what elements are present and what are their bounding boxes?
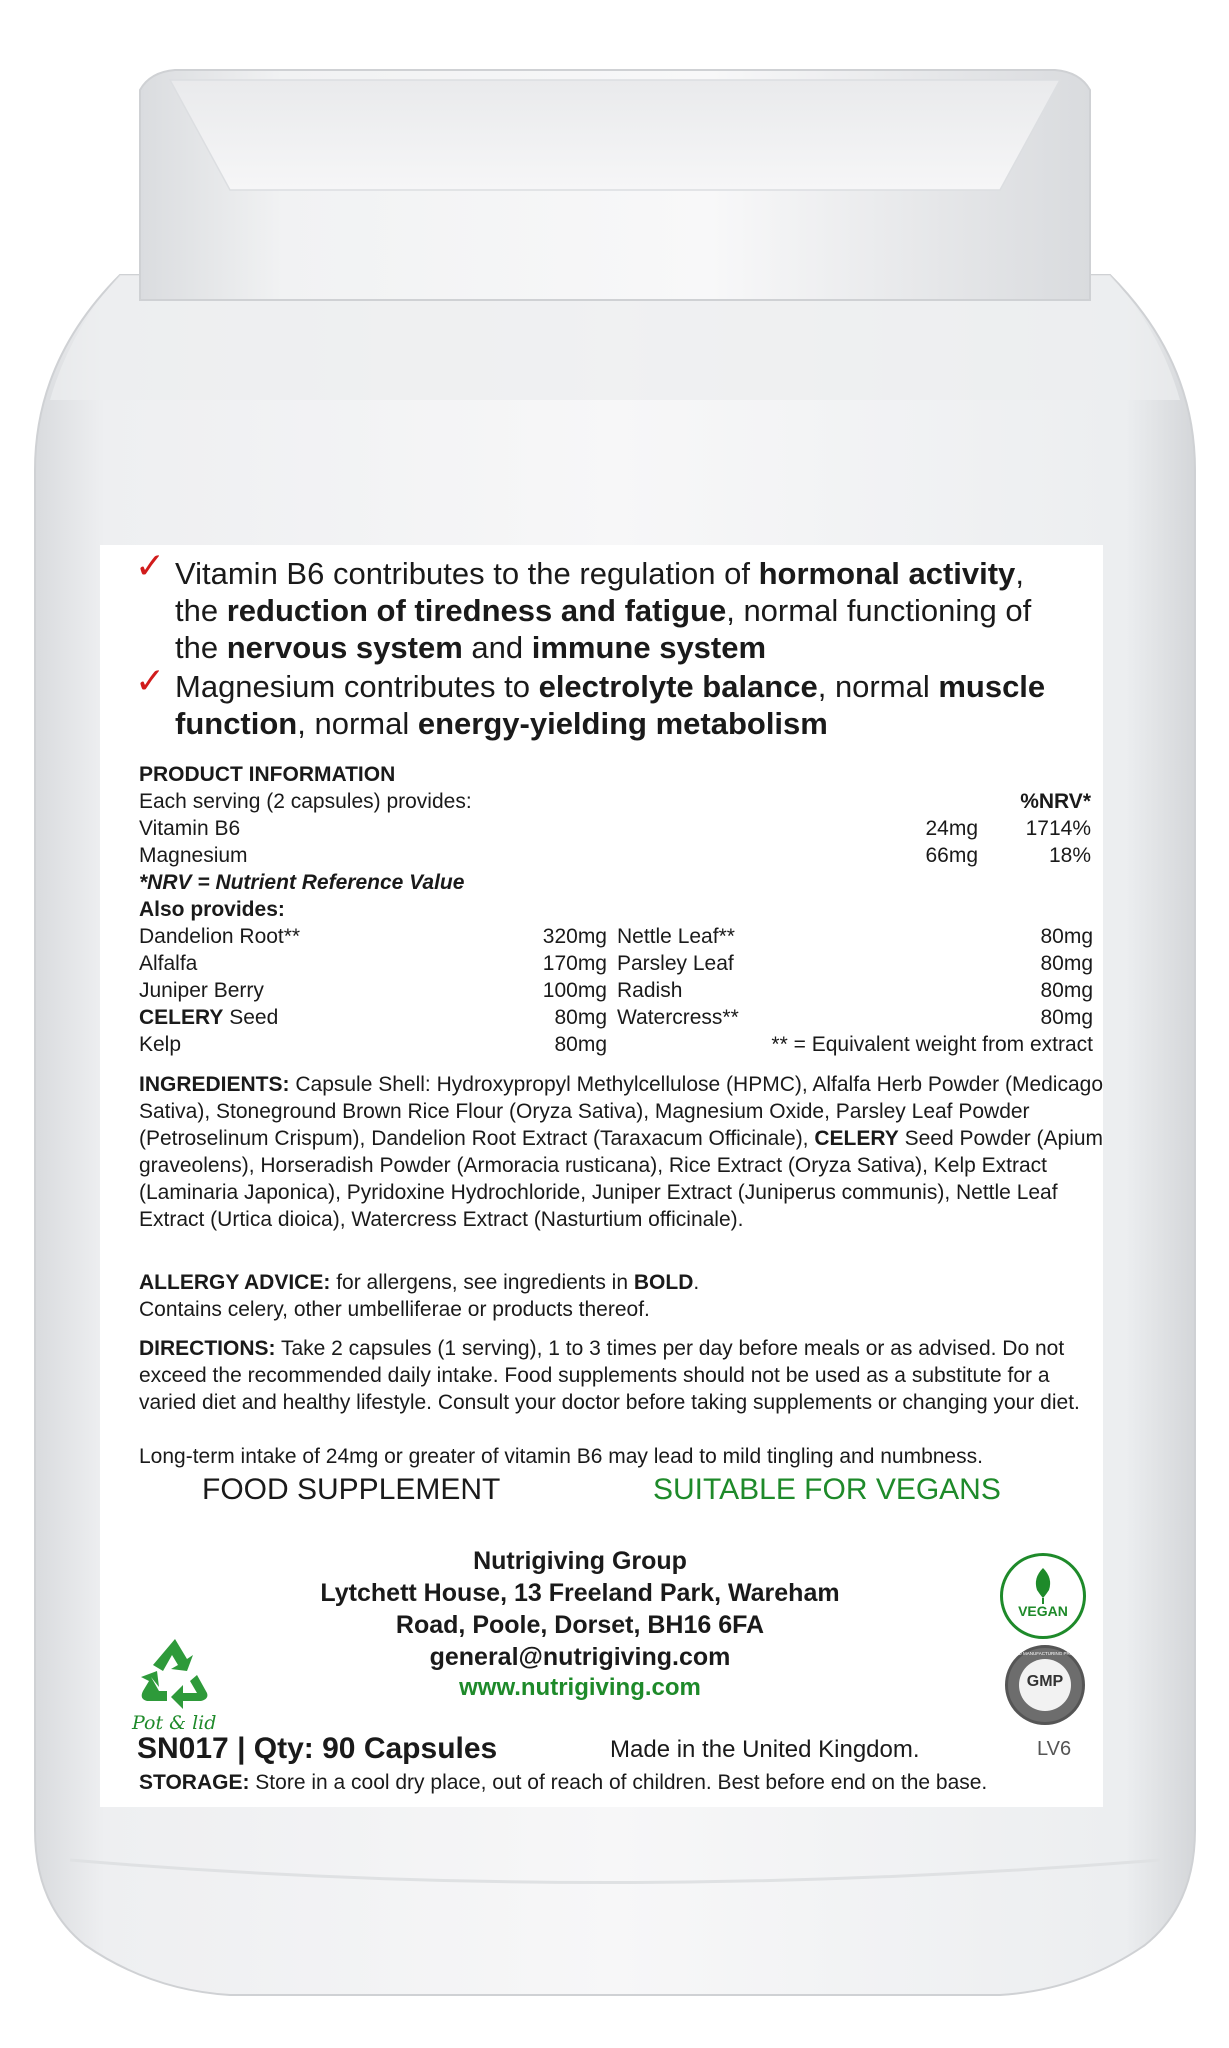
ingredients-text: Seed Powder (Apium graveolens), Horseradish Powder (Armoracia rusticana), Rice Extract (Oryza Sativa), Kelp Extract (Laminaria Japonica), Pyridoxine Hydrochloride, Juniper Extract (Juniperus communis), Nettle Leaf Extract (Urtica dioica), Watercress Extract (Nasturtium officinale). xyxy=(139,1127,1104,1231)
claim-bold-text: electrolyte balance xyxy=(538,669,818,704)
directions xyxy=(139,1335,1099,1416)
claim-1-line-1 xyxy=(175,555,1024,592)
also-item-name: Nettle Leaf** xyxy=(617,925,735,948)
also-item-name: Juniper Berry xyxy=(139,979,264,1002)
claim-bold-text: reduction of tiredness and fatigue xyxy=(226,593,727,628)
product-label xyxy=(100,545,1103,1807)
nrv-note: *NRV = Nutrient Reference Value xyxy=(139,871,465,894)
storage-label: STORAGE: xyxy=(139,1771,250,1794)
allergen-bold: CELERY xyxy=(814,1127,899,1150)
claim-bold-text: hormonal activity xyxy=(758,556,1016,591)
directions-label: DIRECTIONS: xyxy=(139,1337,276,1360)
storage xyxy=(139,1769,987,1796)
also-item-name-rest: Seed xyxy=(223,1006,279,1029)
also-item-amount: 80mg xyxy=(1040,925,1093,948)
made-in: Made in the United Kingdom. xyxy=(610,1736,920,1763)
claim-bold-text: function xyxy=(175,706,298,741)
nutrient-name: Magnesium xyxy=(139,844,248,867)
claim-text: the xyxy=(175,630,227,665)
company-website[interactable]: www.nutrigiving.com xyxy=(459,1674,701,1701)
nutrient-amount: 66mg xyxy=(925,844,978,867)
claim-text: Vitamin B6 contributes to the regulation of xyxy=(175,556,759,591)
nutrient-nrv: 18% xyxy=(1048,844,1091,867)
also-item-amount: 80mg xyxy=(554,1006,607,1029)
claim-1-line-3 xyxy=(175,629,766,666)
sku-qty: SN017 | Qty: 90 Capsules xyxy=(137,1732,498,1765)
company-name: Nutrigiving Group xyxy=(473,1547,687,1575)
also-item-name xyxy=(139,1004,278,1031)
claim-bold-text: energy-yielding metabolism xyxy=(417,706,828,741)
claim-2-line-1 xyxy=(175,668,1045,705)
version: LV6 xyxy=(1037,1738,1072,1760)
gmp-badge-text: GMP xyxy=(1026,1673,1064,1690)
also-item-name: Parsley Leaf xyxy=(617,952,734,975)
also-provides-heading: Also provides: xyxy=(139,898,285,921)
directions-text: Take 2 capsules (1 serving), 1 to 3 times per day before meals or as advised. Do not exceed the recommended daily intake. Food supplements should not be used as a substitute for a varied diet and healthy lifestyle. Consult your doctor before taking supplements or changing your diet. xyxy=(139,1337,1080,1414)
claim-text: , normal xyxy=(297,706,418,741)
nutrient-name: Vitamin B6 xyxy=(139,817,241,840)
claim-bold-text: muscle xyxy=(938,669,1046,704)
also-item-amount: 80mg xyxy=(1040,1006,1093,1029)
allergen-bold: CELERY xyxy=(139,1006,224,1029)
also-item-amount: 320mg xyxy=(542,925,607,948)
allergy-advice xyxy=(139,1269,1109,1296)
company-address-2: Road, Poole, Dorset, BH16 6FA xyxy=(395,1611,765,1639)
vegan-badge-text: VEGAN xyxy=(1018,1603,1068,1619)
recycle-icon xyxy=(135,1635,215,1710)
recycle-caption: Pot & lid xyxy=(132,1712,217,1734)
serving-text: Each serving (2 capsules) provides: xyxy=(139,790,472,813)
ingredients xyxy=(139,1071,1109,1233)
check-icon: ✓ xyxy=(135,660,166,701)
product-info-heading: PRODUCT INFORMATION xyxy=(139,763,396,786)
claim-text: Magnesium contributes to xyxy=(175,669,539,704)
claim-2-line-2 xyxy=(175,705,828,742)
claim-text: , normal functioning of xyxy=(726,593,1032,628)
also-item-amount: 80mg xyxy=(1040,979,1093,1002)
nutrient-nrv: 1714% xyxy=(1025,817,1091,840)
claim-bold-text: nervous system xyxy=(226,630,463,665)
suitable-for-vegans: SUITABLE FOR VEGANS xyxy=(653,1473,1001,1506)
check-icon: ✓ xyxy=(135,545,166,586)
allergy-line-2: Contains celery, other umbelliferae or products thereof. xyxy=(139,1298,650,1321)
also-item-name: Watercress** xyxy=(617,1006,739,1029)
claim-text: and xyxy=(462,630,532,665)
company-email[interactable]: general@nutrigiving.com xyxy=(429,1643,731,1671)
vegan-badge xyxy=(1000,1553,1086,1639)
allergy-bold: BOLD xyxy=(633,1271,694,1294)
b6-warning: Long-term intake of 24mg or greater of vitamin B6 may lead to mild tingling and numbness. xyxy=(139,1445,983,1468)
extract-note: ** = Equivalent weight from extract xyxy=(771,1033,1093,1056)
nrv-header: %NRV* xyxy=(1020,790,1091,813)
gmp-ring-text: GOOD MANUFACTURING PRACTICE xyxy=(1008,1651,1087,1656)
allergy-label: ALLERGY ADVICE: xyxy=(139,1271,331,1294)
gmp-badge xyxy=(1005,1645,1085,1725)
also-item-name: Dandelion Root** xyxy=(139,925,301,948)
claim-text: , normal xyxy=(817,669,939,704)
food-supplement: FOOD SUPPLEMENT xyxy=(202,1473,501,1506)
also-item-name: Radish xyxy=(617,979,683,1002)
also-item-amount: 80mg xyxy=(554,1033,607,1056)
also-item-name: Alfalfa xyxy=(139,952,198,975)
also-item-name: Kelp xyxy=(139,1033,182,1056)
nutrient-amount: 24mg xyxy=(925,817,978,840)
claim-1-line-2 xyxy=(175,592,1031,629)
storage-text: Store in a cool dry place, out of reach of children. Best before end on the base. xyxy=(249,1771,988,1794)
company-address-1: Lytchett House, 13 Freeland Park, Wareham xyxy=(320,1579,840,1607)
allergy-end: . xyxy=(693,1271,700,1294)
also-item-amount: 100mg xyxy=(542,979,607,1002)
claim-bold-text: immune system xyxy=(531,630,767,665)
also-item-amount: 80mg xyxy=(1040,952,1093,975)
ingredients-text: Capsule Shell: Hydroxypropyl Methylcellulose (HPMC), Alfalfa Herb Powder (Medicago Sativa), Stoneground Brown Rice Flour (Oryza Sativa), Magnesium Oxide, Parsley Leaf Powder (Petroselinum Crispum), Dandelion Root Extract (Taraxacum Officinale), xyxy=(139,1073,1104,1150)
claim-text: the xyxy=(175,593,227,628)
ingredients-label: INGREDIENTS: xyxy=(139,1073,290,1096)
also-item-amount: 170mg xyxy=(542,952,607,975)
claim-text: , xyxy=(1015,556,1024,591)
allergy-text: for allergens, see ingredients in xyxy=(330,1271,634,1294)
